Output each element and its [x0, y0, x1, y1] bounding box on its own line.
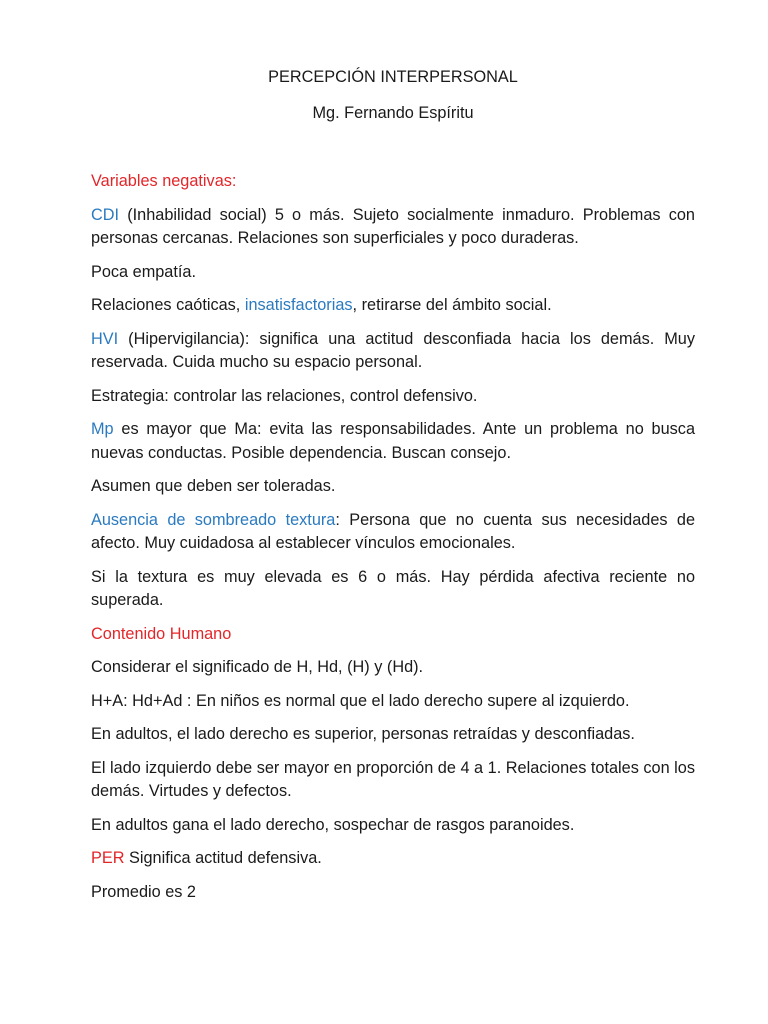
paragraph-mp	[91, 418, 695, 465]
document-title: PERCEPCIÓN INTERPERSONAL	[268, 68, 518, 86]
document-page	[91, 66, 695, 914]
section-heading-variables: Variables negativas:	[91, 172, 237, 190]
paragraph-mp-text: es mayor que Ma: evita las responsabilidades. Ante un problema no busca nuevas conductas. Posible dependencia. Buscan consejo.	[91, 420, 695, 462]
term-ausencia: Ausencia de sombreado textura	[91, 510, 336, 529]
term-hvi: HVI	[91, 329, 119, 348]
paragraph-gana: En adultos gana el lado derecho, sospechar de rasgos paranoides.	[91, 815, 575, 834]
paragraph-asumen: Asumen que deben ser toleradas.	[91, 477, 336, 495]
term-insatisfactorias: insatisfactorias	[244, 296, 353, 314]
paragraph-caoticas-before: Relaciones caóticas,	[91, 296, 245, 314]
paragraph-considerar: Considerar el significado de H, Hd, (H) y (Hd).	[91, 658, 424, 676]
term-mp: Mp	[91, 420, 114, 438]
paragraph-estrategia: Estrategia: controlar las relaciones, control defensivo.	[91, 386, 478, 405]
paragraph-ausencia	[91, 509, 695, 556]
term-cdi: CDI	[91, 205, 120, 224]
paragraph-empatia: Poca empatía.	[91, 262, 196, 281]
section-heading-contenido: Contenido Humano	[91, 624, 232, 643]
document-author: Mg. Fernando Espíritu	[312, 103, 474, 122]
paragraph-cdi	[91, 204, 695, 251]
term-per: PER	[91, 849, 125, 867]
paragraph-hvi	[91, 328, 695, 375]
paragraph-hvi-text: (Hipervigilancia): significa una actitud desconfiada hacia los demás. Muy reservada. Cuida mucho su espacio personal.	[91, 329, 695, 371]
paragraph-caoticas-after: , retirarse del ámbito social.	[352, 296, 552, 314]
paragraph-adultos: En adultos, el lado derecho es superior, personas retraídas y desconfiadas.	[91, 725, 635, 743]
spacer	[91, 125, 695, 170]
paragraph-cdi-text: (Inhabilidad social) 5 o más. Sujeto socialmente inmaduro. Problemas con personas cercanas. Relaciones son superficiales y poco duraderas.	[91, 205, 695, 247]
paragraph-textura: Si la textura es muy elevada es 6 o más. Hay pérdida afectiva reciente no superada.	[91, 567, 695, 609]
paragraph-per-text: Significa actitud defensiva.	[124, 849, 322, 867]
paragraph-per	[91, 847, 695, 871]
paragraph-caoticas	[91, 294, 695, 318]
paragraph-ausencia-text: : Persona que no cuenta sus necesidades de afecto. Muy cuidadosa al establecer vínculos emocionales.	[91, 510, 696, 552]
paragraph-promedio: Promedio es 2	[91, 882, 196, 901]
paragraph-ha: H+A: Hd+Ad : En niños es normal que el lado derecho supere al izquierdo.	[91, 691, 630, 710]
paragraph-izquierdo: El lado izquierdo debe ser mayor en proporción de 4 a 1. Relaciones totales con los demás. Virtudes y defectos.	[91, 758, 695, 800]
